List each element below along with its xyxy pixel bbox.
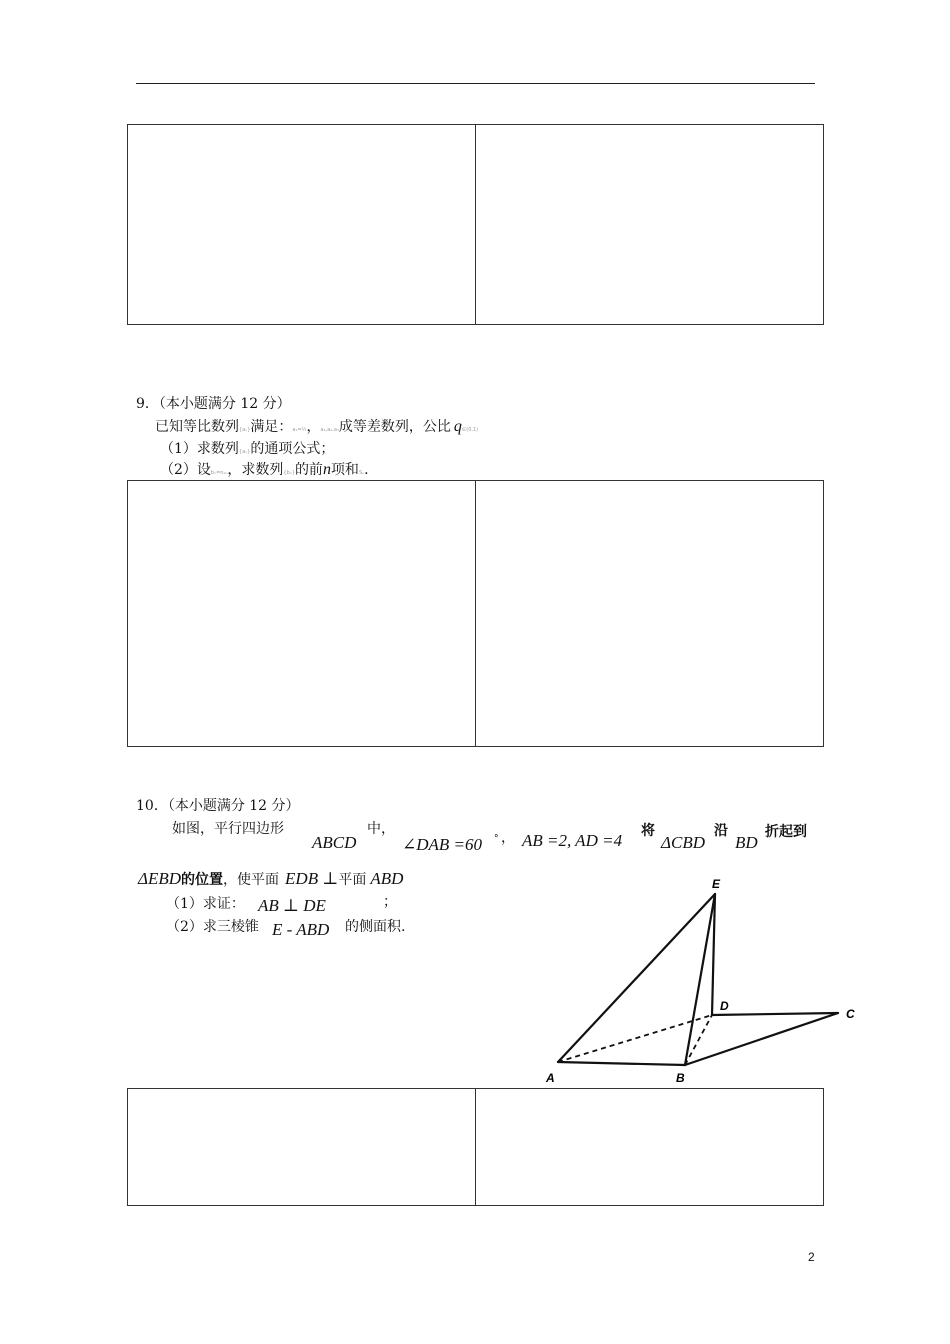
q9-sub1-a: （1）求数列 — [160, 441, 239, 457]
label-d: D — [720, 999, 729, 1013]
answer-box-q9[interactable] — [127, 480, 824, 747]
q10-ab-ad: AB =2, AD =4 — [522, 831, 623, 850]
q10-angle: ∠DAB =60 — [402, 835, 483, 854]
q9-sub1 — [160, 440, 334, 461]
q9-q-symbol: q — [453, 418, 462, 435]
q10-sub1-a: （1）求证： — [166, 896, 245, 912]
q9-line1-b: 满足： — [250, 419, 293, 435]
q9-line1-d: 成等差数列，公比 — [338, 419, 451, 435]
label-c: C — [846, 1007, 855, 1021]
q9-sub1-b: 的通项公式； — [250, 441, 335, 457]
q9-tiny-an-2: {aₙ} — [238, 449, 251, 455]
q10-zhong: 中， — [367, 821, 395, 837]
answer-box-top[interactable] — [127, 124, 824, 325]
answer-box-divider — [475, 481, 476, 746]
label-a: A — [546, 1071, 555, 1085]
q9-tiny-bn-def: bₙ=nₐₙ — [210, 470, 228, 476]
q10-sub2-math: E - ABD — [272, 920, 330, 939]
q9-tiny-a1: a₁=½ — [292, 427, 307, 433]
q10-yan: 沿 — [714, 823, 728, 839]
q10-sub1 — [166, 893, 245, 913]
q10-sub2-end: 的侧面积. — [345, 919, 406, 935]
q10-line2 — [138, 869, 403, 889]
q10-intro: 如图，平行四边形 — [172, 821, 284, 837]
q9-sub2 — [160, 461, 369, 482]
q9-sub2-b: ，求数列 — [227, 462, 284, 478]
q10-pingmian: 平面 — [338, 872, 367, 888]
q10-tri-ebd: ΔEBD — [138, 869, 182, 888]
q10-sub1-math: AB ⊥ DE — [258, 896, 326, 915]
q9-tiny-bn: {bₙ} — [283, 470, 295, 476]
q10-weizhi: 的位置 — [181, 872, 224, 888]
answer-box-q10[interactable] — [127, 1088, 824, 1206]
q9-tiny-seq: a₁,a₂,a₃ — [320, 427, 339, 433]
header-rule — [136, 83, 815, 84]
q9-tiny-sn: Sₙ — [358, 470, 365, 476]
edge-ea — [558, 894, 715, 1062]
q9-sub2-c: 的前 — [294, 462, 323, 478]
label-e: E — [712, 877, 721, 891]
page-number: 2 — [808, 1250, 815, 1264]
edge-eb — [685, 894, 715, 1065]
q9-line1-a: 已知等比数列 — [155, 419, 239, 435]
q10-sub2-a: （2）求三棱锥 — [166, 919, 259, 935]
answer-box-divider — [475, 125, 476, 324]
q9-sub2-e: . — [364, 462, 369, 478]
q9-tiny-an: {aₙ} — [239, 427, 251, 433]
q9-n-symbol: n — [322, 461, 331, 478]
q9-header: 9．（本小题满分 12 分） — [136, 396, 291, 412]
q10-tri-cbd: ΔCBD — [661, 833, 705, 852]
edge-ab — [558, 1062, 685, 1065]
q9-line1-c: ， — [306, 419, 321, 435]
q9-sub2-d: 项和 — [330, 462, 359, 478]
q10-comma: ， — [501, 830, 515, 846]
edge-dc — [712, 1013, 838, 1015]
q9-sub2-a: （2）设 — [160, 462, 211, 478]
label-b: B — [676, 1071, 685, 1085]
q10-sub1-end: ； — [383, 894, 397, 910]
q10-degree: ° — [494, 834, 499, 844]
q10-jiang: 将 — [641, 823, 655, 839]
q10-edb-perp: EDB ⊥ — [285, 869, 339, 888]
answer-box-divider — [475, 1089, 476, 1205]
q10-abd: ABD — [370, 869, 404, 888]
q9-tiny-q: ∈(0,1) — [461, 427, 479, 433]
q10-figure — [540, 860, 870, 1090]
q10-bd: BD — [735, 833, 758, 852]
q10-shi: ，使平面 — [223, 872, 280, 888]
q10-abcd: ABCD — [312, 833, 357, 852]
q9-line1 — [155, 418, 478, 439]
q10-zheqi: 折起到 — [765, 824, 807, 840]
q10-header: 10．（本小题满分 12 分） — [136, 798, 300, 814]
